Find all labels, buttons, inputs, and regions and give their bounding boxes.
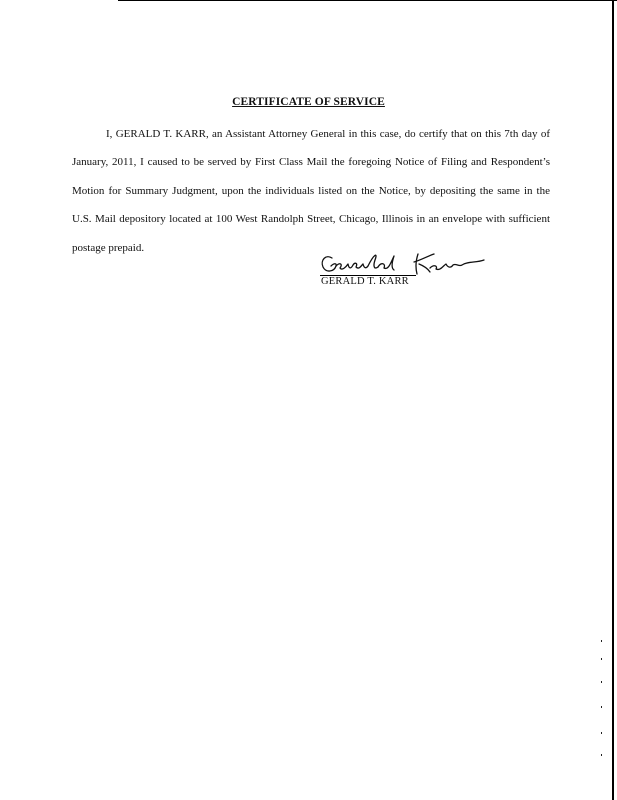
scan-border-top <box>118 0 617 1</box>
scan-specks <box>601 640 603 760</box>
scan-border-right <box>612 0 614 800</box>
certificate-body-text: I, GERALD T. KARR, an Assistant Attorney General in this case, do certify that on this 7th day of January, 2011, I caused to be served by First Class Mail the foregoing Notice of Filing and Respondent’s Motion for Summary Judgment, upon the individuals listed on the Notice, by depositing the same in the U.S. Mail depository located at 100 West Randolph Street, Chicago, Illinois in an envelope with sufficient postage prepaid. <box>72 128 550 254</box>
signer-name: GERALD T. KARR <box>321 276 409 287</box>
document-title: CERTIFICATE OF SERVICE <box>232 96 385 108</box>
certificate-body <box>72 120 550 262</box>
